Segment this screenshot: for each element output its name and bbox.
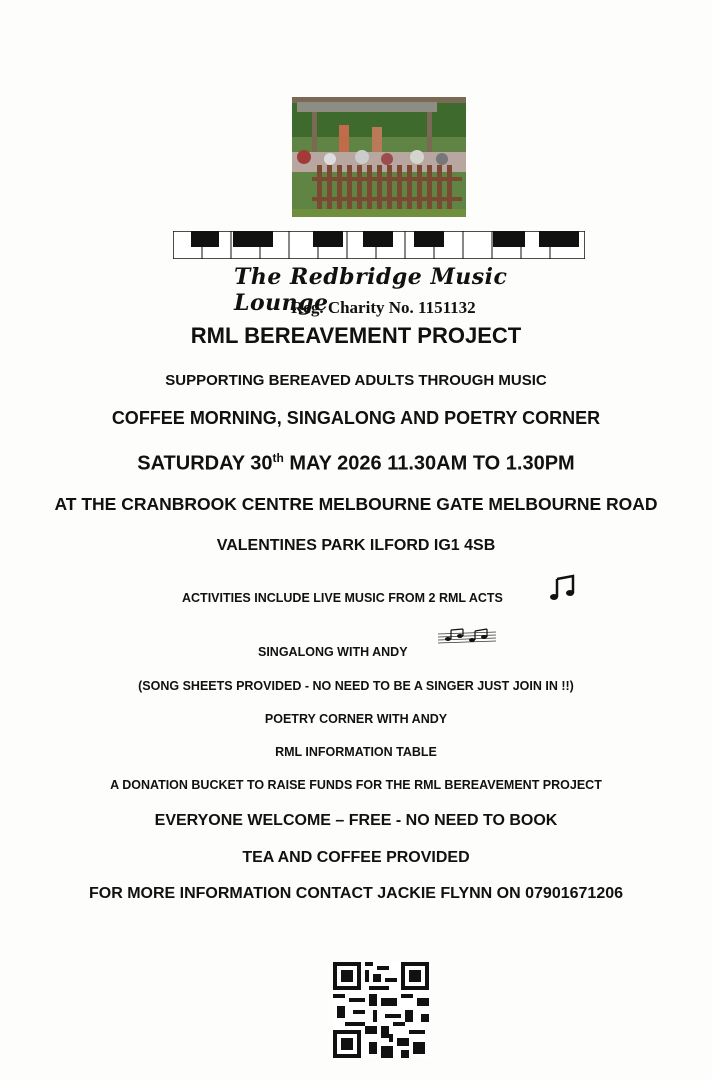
activity-poetry-corner: POETRY CORNER WITH ANDY <box>264 712 448 726</box>
charity-number: Reg. Charity No. 1151132 <box>291 298 476 317</box>
project-title: RML BEREAVEMENT PROJECT <box>190 323 522 348</box>
venue-line-1: AT THE CRANBROOK CENTRE MELBOURNE GATE MELBOURNE ROAD <box>54 494 658 514</box>
welcome-line: EVERYONE WELCOME – FREE - NO NEED TO BOOK <box>154 812 558 829</box>
music-note-icon <box>548 573 578 603</box>
contact-line: FOR MORE INFORMATION CONTACT JACKIE FLYNN ON 07901671206 <box>88 885 624 902</box>
refreshments-line: TEA AND COFFEE PROVIDED <box>242 849 470 866</box>
event-type: COFFEE MORNING, SINGALONG AND POETRY CORNER <box>111 408 601 428</box>
event-photo <box>292 97 466 217</box>
piano-keyboard <box>173 231 585 259</box>
organization-name: The Redbridge Music Lounge <box>234 264 508 316</box>
project-tagline: SUPPORTING BEREAVED ADULTS THROUGH MUSIC <box>165 372 547 389</box>
qr-code[interactable] <box>333 962 429 1058</box>
activity-info-table: RML INFORMATION TABLE <box>275 745 437 759</box>
activity-song-sheets: (SONG SHEETS PROVIDED - NO NEED TO BE A SINGER JUST JOIN IN !!) <box>138 679 574 693</box>
activity-live-music: ACTIVITIES INCLUDE LIVE MUSIC FROM 2 RML ACTS <box>182 591 503 605</box>
event-date: SATURDAY 30th MAY 2026 11.30AM TO 1.30PM <box>137 451 575 475</box>
activity-singalong: SINGALONG WITH ANDY <box>258 645 408 659</box>
sheet-music-icon <box>436 628 498 648</box>
activity-donation-bucket: A DONATION BUCKET TO RAISE FUNDS FOR THE RML BEREAVEMENT PROJECT <box>110 778 602 792</box>
venue-line-2: VALENTINES PARK ILFORD IG1 4SB <box>216 537 496 554</box>
